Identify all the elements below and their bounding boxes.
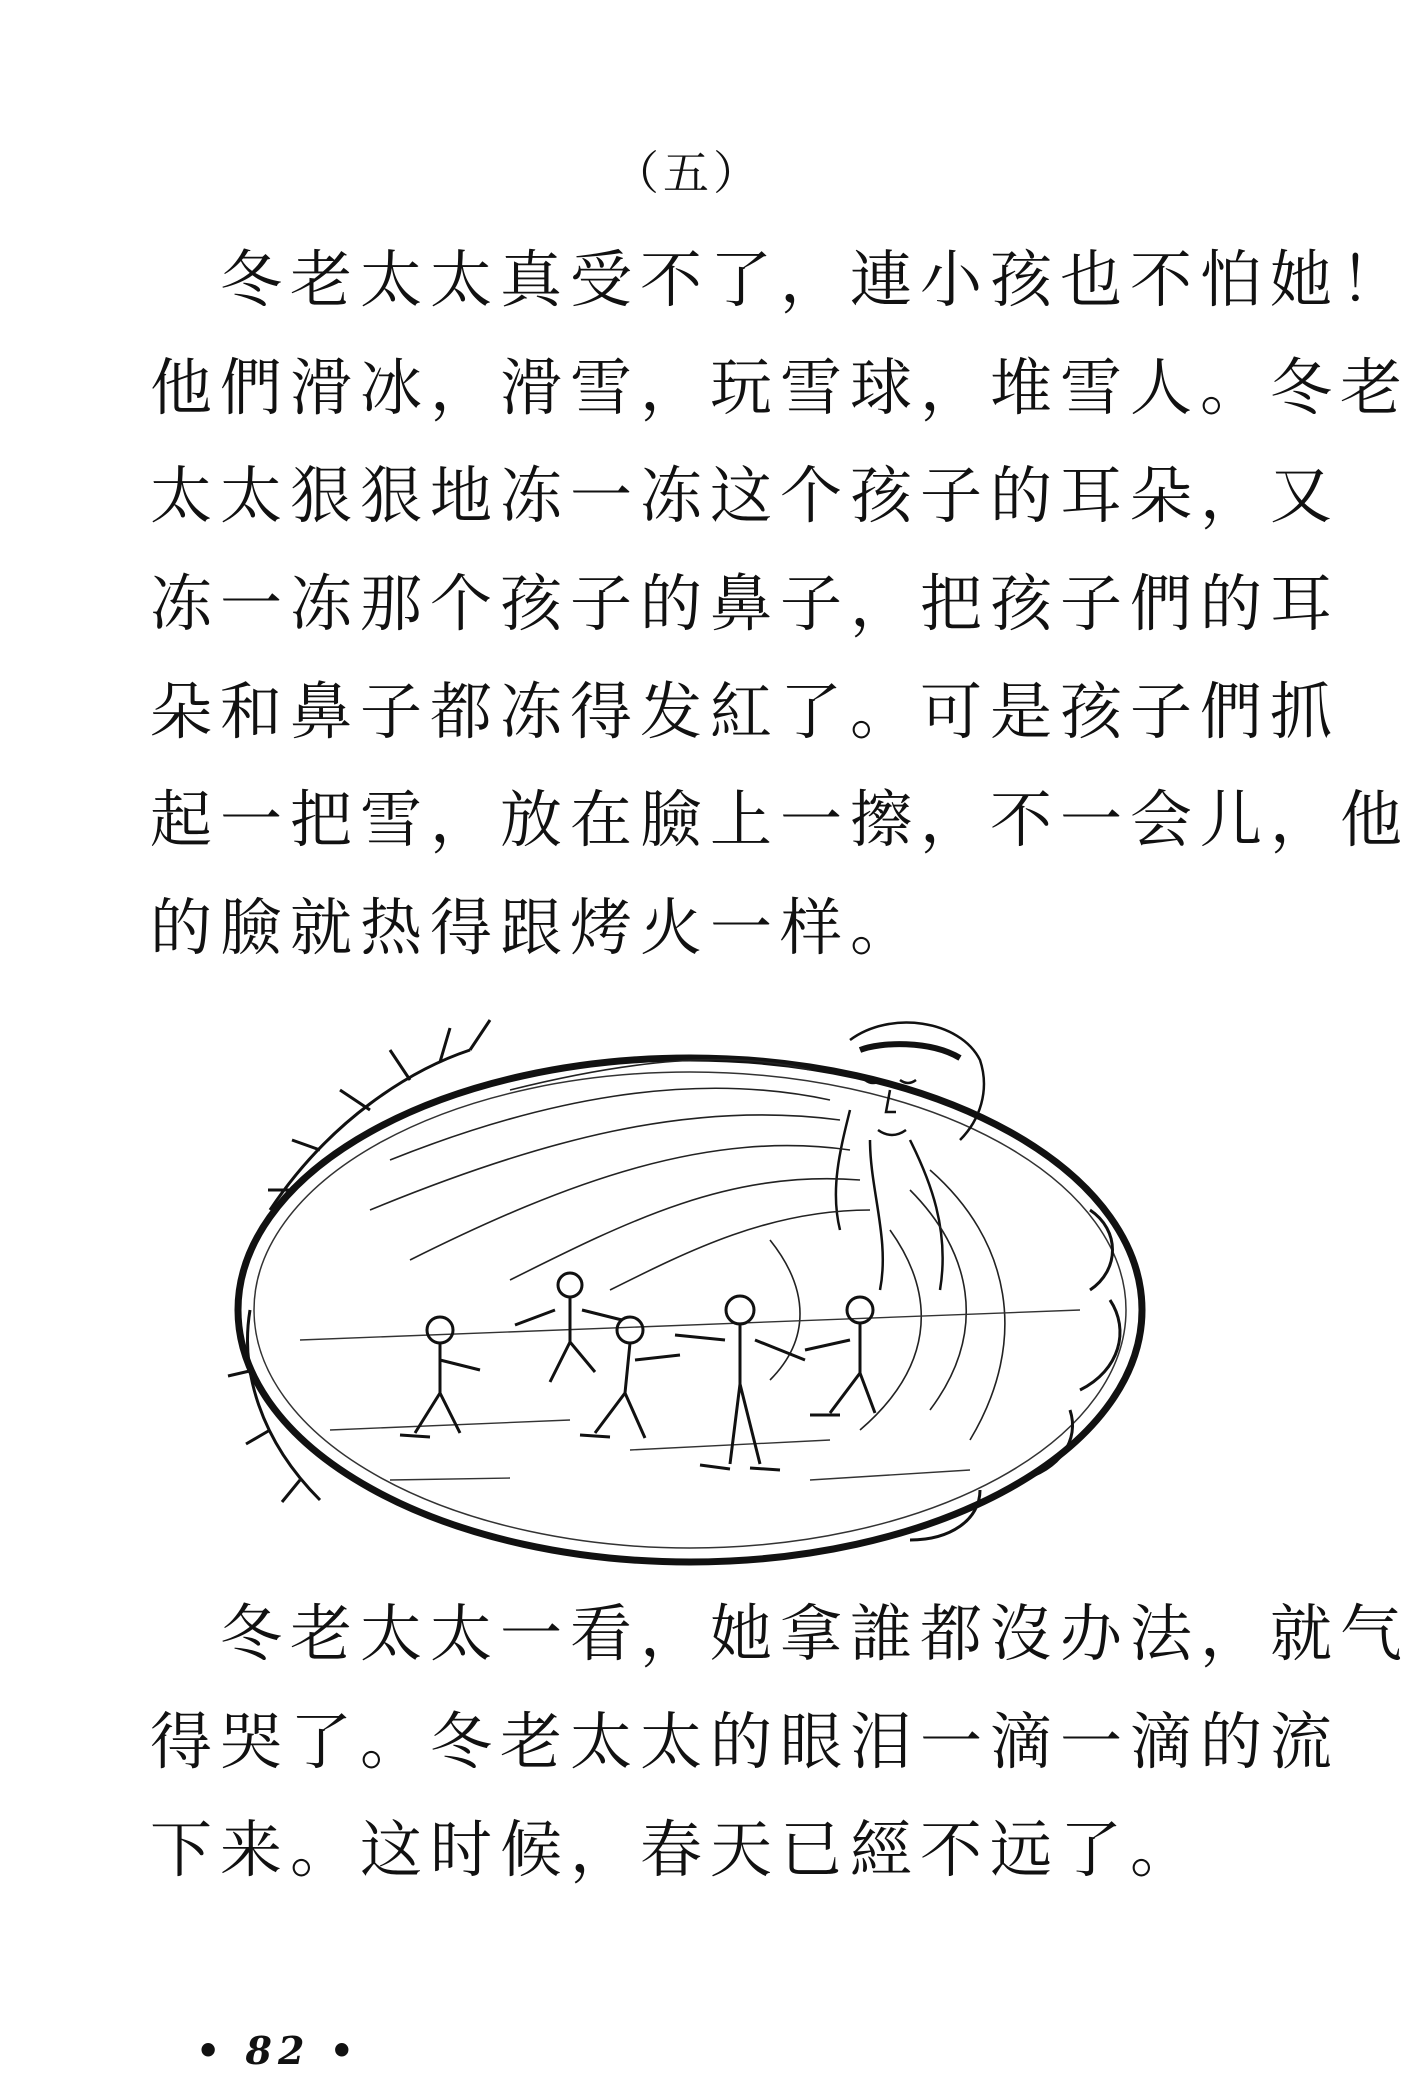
page-number: • 82 • [196, 2028, 360, 2073]
paragraph-1-line-6: 起一把雪，放在臉上一擦，不一会儿，他 [150, 783, 1410, 856]
paragraph-1 [150, 226, 1410, 982]
paragraph-1-line-3: 太太狠狠地冻一冻这个孩子的耳朵，又 [150, 459, 1341, 532]
paragraph-2-line-3: 下来。这时候，春天已經不远了。 [150, 1813, 1201, 1886]
paragraph-2 [150, 1580, 1410, 1904]
paragraph-1-line-1: 冬老太太真受不了，連小孩也不怕她！ [150, 243, 1410, 316]
paragraph-1-line-4: 冻一冻那个孩子的鼻子，把孩子們的耳 [150, 567, 1341, 640]
paragraph-2-line-2: 得哭了。冬老太太的眼泪一滴一滴的流 [150, 1705, 1341, 1778]
section-heading: （五） [613, 146, 763, 200]
winter-illustration [210, 1010, 1170, 1590]
oval-frame [238, 1058, 1142, 1562]
paragraph-2-line-1: 冬老太太一看，她拿誰都沒办法，就气 [150, 1597, 1410, 1670]
paragraph-1-line-2: 他們滑冰，滑雪，玩雪球，堆雪人。冬老 [150, 351, 1410, 424]
paragraph-1-line-7: 的臉就热得跟烤火一样。 [150, 891, 921, 964]
paragraph-1-line-5: 朵和鼻子都冻得发紅了。可是孩子們抓 [150, 675, 1341, 748]
